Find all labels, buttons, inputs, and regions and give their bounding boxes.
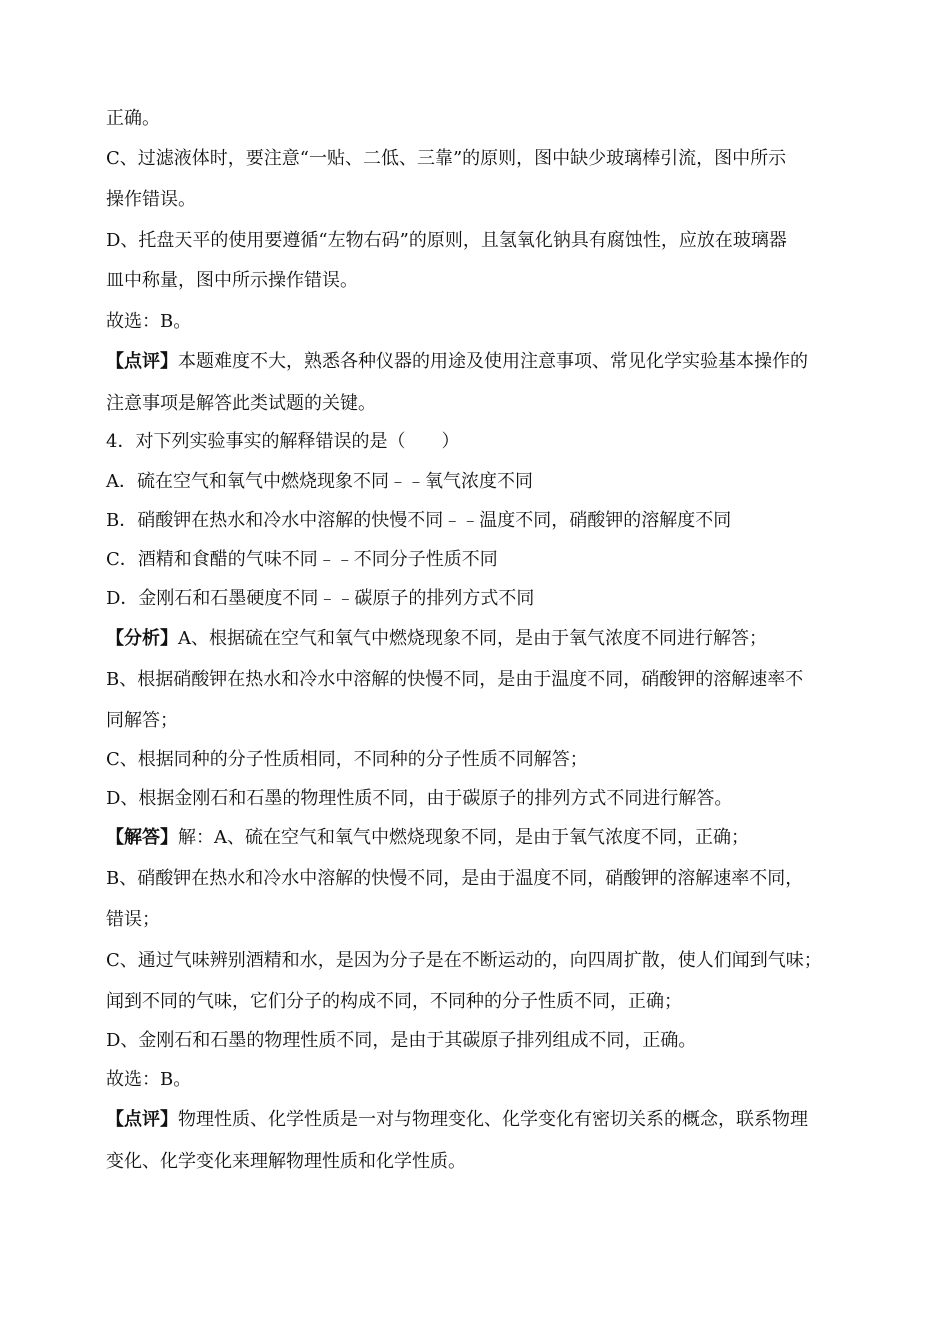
option-d-explanation: [106, 229, 856, 253]
review-line: [106, 1108, 856, 1132]
text-line: [106, 908, 856, 932]
option-a: [106, 470, 856, 494]
review-label: 【点评】: [106, 351, 178, 372]
review-label: 【点评】: [106, 1109, 178, 1130]
text-line: [106, 990, 856, 1014]
line-text: D．金刚石和石墨硬度不同﹣﹣碳原子的排列方式不同: [106, 588, 535, 609]
review-line: [106, 350, 856, 374]
text-line: [106, 107, 856, 131]
text-line: [106, 1150, 856, 1174]
line-text: D、根据金刚石和石墨的物理性质不同，由于碳原子的排列方式不同进行解答。: [106, 788, 733, 809]
text-line: [106, 1029, 856, 1053]
text-line: [106, 668, 856, 692]
text-line: [106, 269, 856, 293]
line-text: 错误；: [106, 909, 160, 930]
line-text: 闻到不同的气味，它们分子的构成不同，不同种的分子性质不同，正确；: [106, 991, 682, 1012]
line-text: B．硝酸钾在热水和冷水中溶解的快慢不同﹣﹣温度不同，硝酸钾的溶解度不同: [106, 510, 732, 531]
line-text: 4．对下列实验事实的解释错误的是（ ）: [106, 431, 460, 452]
question-4-title: [106, 430, 856, 454]
option-c-explanation: [106, 147, 856, 171]
line-text: 皿中称量，图中所示操作错误。: [106, 270, 358, 291]
line-text: A．硫在空气和氧气中燃烧现象不同﹣﹣氧气浓度不同: [106, 471, 533, 492]
line-text: A、根据硫在空气和氧气中燃烧现象不同，是由于氧气浓度不同进行解答；: [178, 628, 767, 649]
line-text: D、金刚石和石墨的物理性质不同，是由于其碳原子排列组成不同，正确。: [106, 1030, 697, 1051]
text-line: [106, 709, 856, 733]
line-text: 物理性质、化学性质是一对与物理变化、化学变化有密切关系的概念，联系物理: [178, 1109, 808, 1130]
text-line: [106, 867, 856, 891]
line-text: B、根据硝酸钾在热水和冷水中溶解的快慢不同，是由于温度不同，硝酸钾的溶解速率不: [106, 669, 804, 690]
text-line: [106, 392, 856, 416]
line-text: 本题难度不大，熟悉各种仪器的用途及使用注意事项、常见化学实验基本操作的: [178, 351, 808, 372]
analysis-label: 【分析】: [106, 628, 178, 649]
choice-line: [106, 1068, 856, 1092]
analysis-line: [106, 627, 856, 651]
answer-label: 【解答】: [106, 827, 178, 848]
line-text: C、过滤液体时，要注意“一贴、二低、三靠”的原则，图中缺少玻璃棒引流，图中所示: [106, 148, 787, 169]
line-text: 注意事项是解答此类试题的关键。: [106, 393, 376, 414]
line-text: B、硝酸钾在热水和冷水中溶解的快慢不同，是由于温度不同，硝酸钾的溶解速率不同，: [106, 868, 804, 889]
line-text: C、通过气味辨别酒精和水，是因为分子是在不断运动的，向四周扩散，使人们闻到气味；: [106, 950, 822, 971]
answer-line: [106, 826, 856, 850]
option-b: [106, 509, 856, 533]
line-text: 变化、化学变化来理解物理性质和化学性质。: [106, 1151, 466, 1172]
text-line: [106, 787, 856, 811]
choice-line: [106, 310, 856, 334]
option-c: [106, 548, 856, 572]
line-text: 同解答；: [106, 710, 178, 731]
line-text: 故选：B。: [106, 311, 192, 332]
option-d: [106, 587, 856, 611]
text-line: [106, 748, 856, 772]
line-text: 解：A、硫在空气和氧气中燃烧现象不同，是由于氧气浓度不同，正确；: [178, 827, 749, 848]
line-text: 故选：B。: [106, 1069, 192, 1090]
text-line: [106, 949, 856, 973]
line-text: 操作错误。: [106, 189, 196, 210]
text-line: [106, 188, 856, 212]
line-text: D、托盘天平的使用要遵循“左物右码”的原则，且氢氧化钠具有腐蚀性，应放在玻璃器: [106, 230, 787, 251]
line-text: C、根据同种的分子性质相同，不同种的分子性质不同解答；: [106, 749, 588, 770]
line-text: C．酒精和食醋的气味不同﹣﹣不同分子性质不同: [106, 549, 498, 570]
line-text: 正确。: [106, 108, 160, 129]
